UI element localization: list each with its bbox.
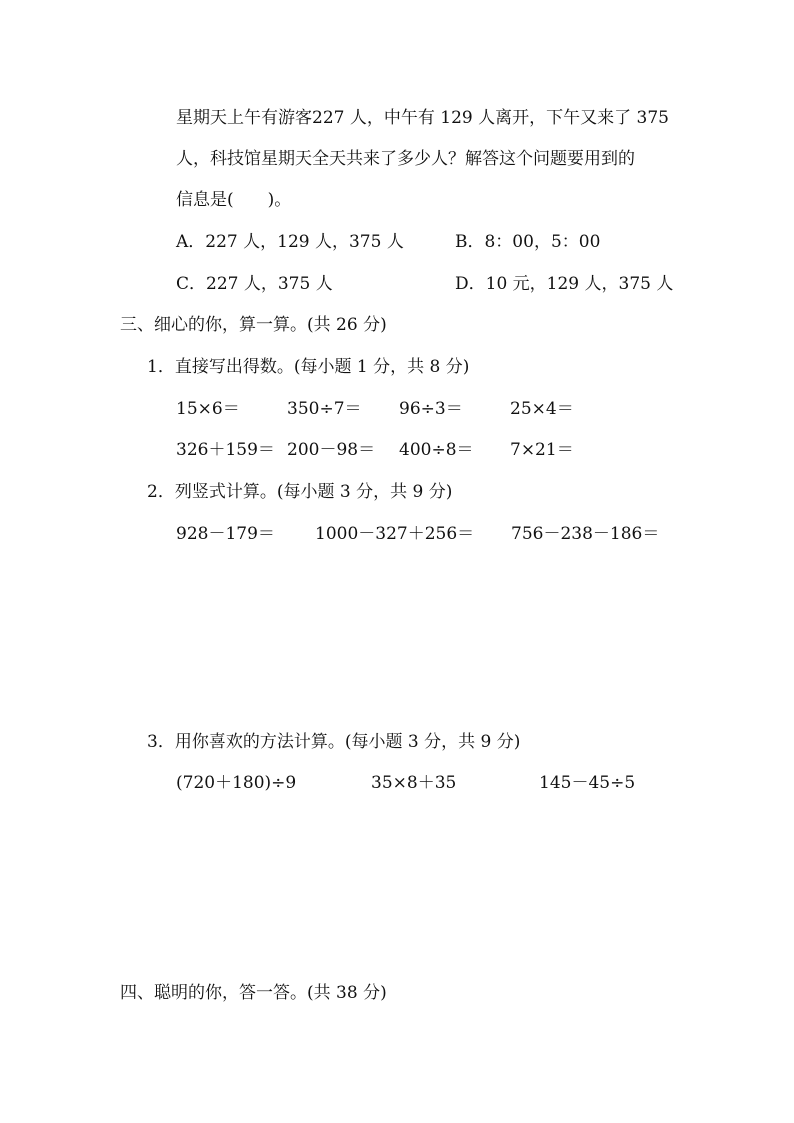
question-line-1: 星期天上午有游客227 人，中午有 129 人离开，下午又来了 375 xyxy=(176,108,669,128)
q1-item: 7×21＝ xyxy=(510,440,574,460)
section-3-title: 三、细心的你，算一算。(共 26 分) xyxy=(120,315,387,335)
q3-item: 35×8＋35 xyxy=(371,773,457,793)
q1-item: 96÷3＝ xyxy=(399,399,463,419)
q3-item: 145－45÷5 xyxy=(539,773,636,793)
q1-item: 326＋159＝ xyxy=(176,440,275,460)
q1-item: 400÷8＝ xyxy=(399,440,474,460)
option-d: D．10 元，129 人，375 人 xyxy=(455,274,674,294)
option-b: B．8：00，5：00 xyxy=(455,232,601,252)
q3-item: (720＋180)÷9 xyxy=(176,773,297,793)
q1-item: 15×6＝ xyxy=(176,399,240,419)
option-a: A．227 人，129 人，375 人 xyxy=(176,232,404,252)
q1-item: 200－98＝ xyxy=(287,440,376,460)
q1-item: 25×4＝ xyxy=(510,399,574,419)
section-4-title: 四、聪明的你，答一答。(共 38 分) xyxy=(120,983,387,1003)
q1-item: 350÷7＝ xyxy=(287,399,362,419)
q2-item: 1000－327＋256＝ xyxy=(315,524,475,544)
question-line-2: 人，科技馆星期天全天共来了多少人？解答这个问题要用到的 xyxy=(176,149,635,169)
q2-title: 2．列竖式计算。(每小题 3 分，共 9 分) xyxy=(147,482,453,502)
question-line-3: 信息是( )。 xyxy=(176,190,292,210)
option-c: C．227 人，375 人 xyxy=(176,274,333,294)
q3-title: 3．用你喜欢的方法计算。(每小题 3 分，共 9 分) xyxy=(147,732,521,752)
q2-item: 928－179＝ xyxy=(176,524,275,544)
q2-item: 756－238－186＝ xyxy=(511,524,660,544)
q1-title: 1．直接写出得数。(每小题 1 分，共 8 分) xyxy=(147,357,470,377)
